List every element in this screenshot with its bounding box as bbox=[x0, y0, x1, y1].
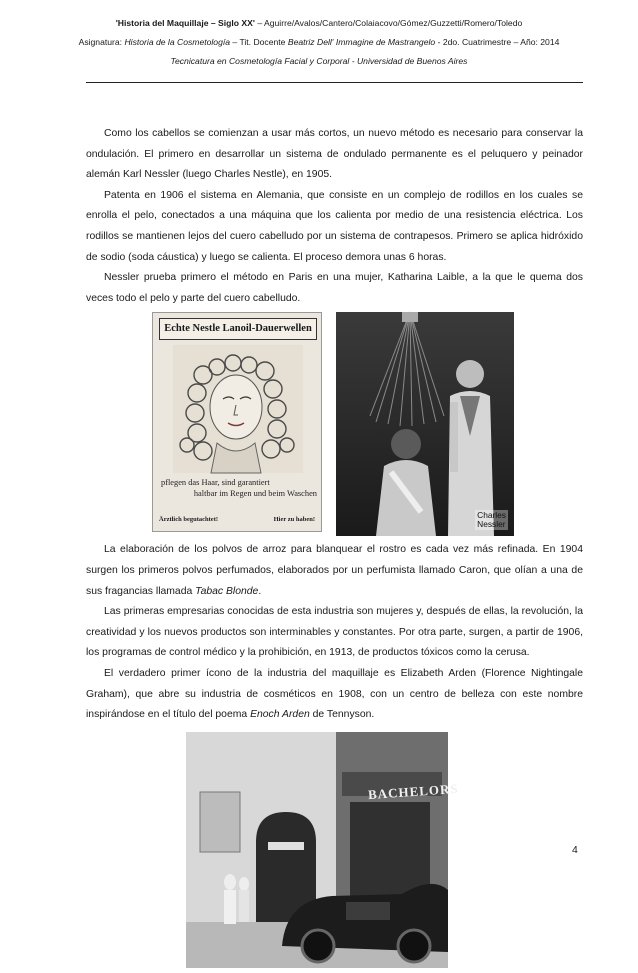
paragraph-3: Nessler prueba primero el método en Paris en una mujer, Katharina Laible, a la que le quema dos veces todo el pelo y parte del cuero cabelludo. bbox=[86, 272, 583, 304]
elizabeth-arden-salon-photo bbox=[186, 732, 460, 968]
figure-row-1 bbox=[86, 312, 583, 536]
ad-slogan bbox=[161, 477, 317, 499]
ad-slogan-line-1: pflegen das Haar, sind garantiert bbox=[161, 478, 270, 488]
photo-caption bbox=[475, 510, 508, 530]
header-authors: – Aguirre/Avalos/Cantero/Colaiacovo/Gómez/Guzzetti/Romero/Toledo bbox=[254, 18, 523, 28]
header-program: Tecnicatura en Cosmetología Facial y Corporal - Universidad de Buenos Aires bbox=[170, 56, 468, 66]
ad-footer-left: Ärztlich begutachtet! bbox=[159, 516, 219, 524]
paragraph-2: Patenta en 1906 el sistema en Alemania, que consiste en un complejo de rodillos en los cuales se enrolla el pelo, conectados a una máquina que los calienta por medio de una resistencia eléctrica. Los rodillos se mantienen lejos del cuero cabelludo por un sistema de contrapesos. Primero se aplica hidróxido de sodio (soda cáustica) y luego se calienta. El proceso demora unas 6 horas. bbox=[86, 189, 583, 263]
caption-line-1: Charles bbox=[477, 510, 506, 521]
header-line-1 bbox=[0, 14, 638, 33]
paragraph-1: Como los cabellos se comienzan a usar más cortos, un nuevo método es necesario para conservar la ondulación. El primero en desarrollar un sistema de ondulado permanente es el peluquero y peinador alemán Karl Nessler (luego Charles Nestle), en 1905. bbox=[86, 128, 583, 181]
ad-title: Echte Nestle Lanoil-Dauerwellen bbox=[159, 318, 317, 340]
ad-footer bbox=[159, 516, 315, 523]
header-line-3 bbox=[0, 52, 638, 71]
paragraph-6 bbox=[86, 664, 583, 726]
paragraph-6-text: El verdadero primer ícono de la industria del maquillaje es Elizabeth Arden (Florence Nightingale Graham), que abre su industria de cosméticos en 1908, con un centro de belleza con este nombre inspirándose en el título del poema bbox=[86, 667, 583, 721]
perm-machine-scene bbox=[336, 312, 514, 536]
poem-title: Enoch Arden bbox=[250, 709, 310, 721]
header-teacher-label: – Tit. Docente bbox=[230, 37, 288, 47]
street-scene bbox=[186, 732, 448, 968]
nestle-advertisement-image bbox=[152, 312, 322, 532]
ad-footer-right: Hier zu haben! bbox=[273, 516, 315, 524]
header-course: Historia de la Cosmetología bbox=[124, 37, 231, 47]
paragraph-4-text: La elaboración de los polvos de arroz para blanquear el rostro es cada vez más refinada. En 1904 surgen los primeros polvos perfumados, elaborados por un perfumista llamado Caron, que olían a una de sus fragancias llamada bbox=[86, 544, 583, 597]
header-divider bbox=[86, 82, 583, 83]
woman-curls-illustration bbox=[173, 345, 303, 473]
paragraph-5: Las primeras empresarias conocidas de esta industria son mujeres y, después de ellas, la revolución, la creatividad y los nuevos productos son interminables y constantes. Por otra parte, surgen, a partir de 1906, los programas de control médico y la prohibición, en 1913, de productos tóxicos como la cerusa. bbox=[86, 606, 583, 659]
header-course-label: Asignatura: bbox=[78, 37, 125, 47]
header-term: - 2do. Cuatrimestre – Año: 2014 bbox=[435, 37, 560, 47]
document-body bbox=[86, 124, 583, 972]
header-teacher: Beatriz Dell' Immagine de Mastrangelo bbox=[287, 37, 436, 47]
paragraph-4-end: . bbox=[258, 585, 262, 597]
nessler-machine-photo bbox=[336, 312, 514, 536]
page-header bbox=[0, 14, 638, 71]
caption-line-2: Nessler bbox=[477, 519, 506, 530]
storefront-sign: BACHELORS bbox=[367, 780, 460, 802]
figure-row-2 bbox=[86, 732, 583, 972]
paragraph-6-end: de Tennyson. bbox=[309, 709, 375, 721]
paragraph-4 bbox=[86, 540, 583, 602]
header-line-2 bbox=[0, 33, 638, 52]
header-title: 'Historia del Maquillaje – Siglo XX' bbox=[115, 18, 255, 28]
fragrance-name: Tabac Blonde bbox=[195, 585, 259, 597]
page-number: 4 bbox=[572, 845, 578, 856]
ad-slogan-line-2: haltbar im Regen und beim Waschen bbox=[193, 489, 317, 499]
